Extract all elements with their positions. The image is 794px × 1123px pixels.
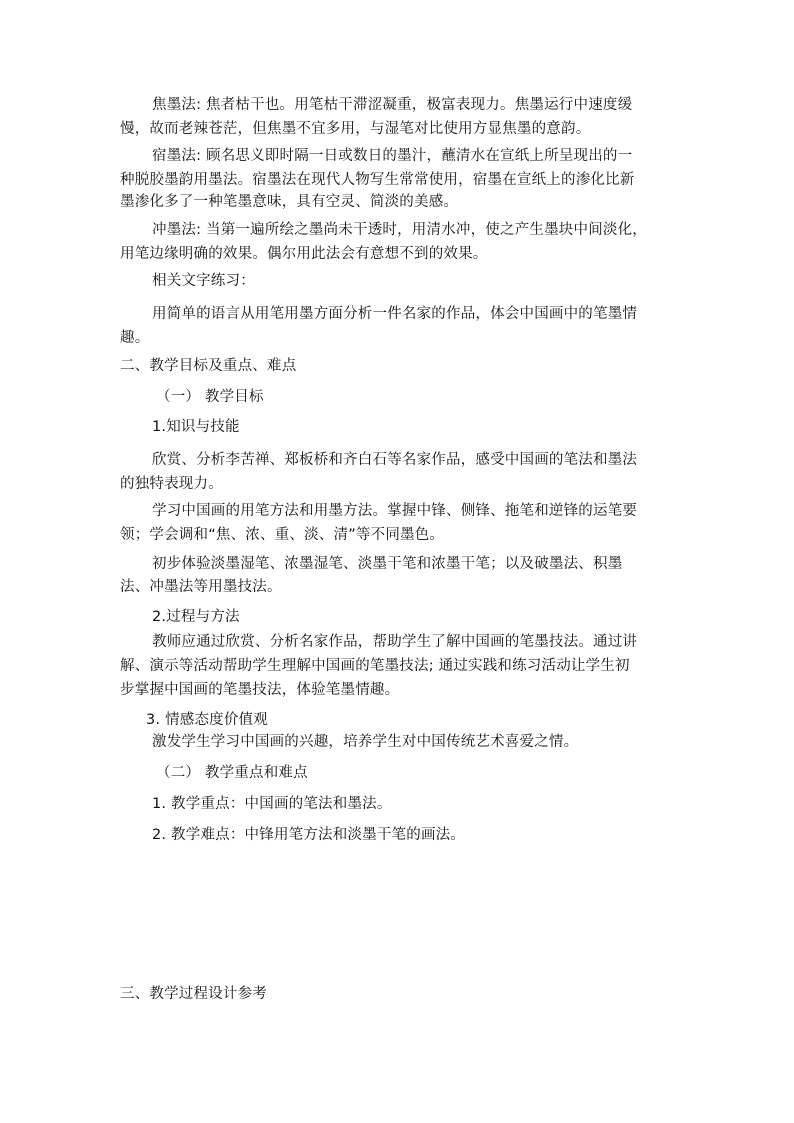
key-point-2: 2. 教学难点：中锋用笔方法和淡墨干笔的画法。 <box>152 827 466 843</box>
item1-title: 1.知识与技能 <box>152 419 240 435</box>
sumo-line-2: 种脱胶墨韵用墨法。宿墨法在现代人物写生常常使用，宿墨在宣纸上的渗化比新 <box>120 172 635 188</box>
item2-p-line-3: 步掌握中国画的笔墨技法，体验笔墨情趣。 <box>120 682 400 698</box>
sumo-line-3: 墨渗化多了一种笔墨意味，具有空灵、简淡的美感。 <box>120 194 459 210</box>
section2-sub1: （一） 教学目标 <box>156 389 264 405</box>
item1-p3-line-2: 法、冲墨法等用墨技法。 <box>120 579 282 595</box>
item3-title: 3. 情感态度价值观 <box>146 712 268 728</box>
item1-p1-line-2: 的独特表现力。 <box>120 476 223 492</box>
key-point-1: 1. 教学重点：中国画的笔法和墨法。 <box>152 796 392 812</box>
section3-title: 三、教学过程设计参考 <box>120 986 267 1002</box>
item1-p3-line-1: 初步体验淡墨湿笔、浓墨湿笔、淡墨干笔和浓墨干笔；以及破墨法、积墨 <box>152 556 623 572</box>
item2-p-line-2: 解、演示等活动帮助学生理解中国画的笔墨技法; 通过实践和练习活动让学生初 <box>120 658 630 674</box>
practice-title: 相关文字练习： <box>152 273 255 289</box>
chongmo-line-2: 用笔边缘明确的效果。偶尔用此法会有意想不到的效果。 <box>120 246 488 262</box>
jiaomo-line-1: 焦墨法: 焦者枯干也。用笔枯干滞涩凝重，极富表现力。焦墨运行中速度缓 <box>152 97 633 113</box>
practice-line-1: 用简单的语言从用笔用墨方面分析一件名家的作品，体会中国画中的笔墨情 <box>152 306 638 322</box>
section2-title: 二、教学目标及重点、难点 <box>120 358 297 374</box>
item2-p-line-1: 教师应通过欣赏、分析名家作品，帮助学生了解中国画的笔墨技法。通过讲 <box>152 634 638 650</box>
jiaomo-line-2: 慢，故而老辣苍茫，但焦墨不宜多用，与湿笔对比使用方显焦墨的意韵。 <box>120 121 591 137</box>
sumo-line-1: 宿墨法: 顾名思义即时隔一日或数日的墨汁，蘸清水在宣纸上所呈现出的一 <box>152 148 633 164</box>
item2-title: 2.过程与方法 <box>152 609 240 625</box>
item1-p1-line-1: 欣赏、分析李苦禅、郑板桥和齐白石等名家作品，感受中国画的笔法和墨法 <box>152 452 638 468</box>
item3-p: 激发学生学习中国画的兴趣，培养学生对中国传统艺术喜爱之情。 <box>152 734 579 750</box>
section2-sub2: （二） 教学重点和难点 <box>156 765 308 781</box>
item1-p2-line-2: 领；学会调和“焦、浓、重、淡、清”等不同墨色。 <box>120 527 445 543</box>
practice-line-2: 趣。 <box>120 330 150 346</box>
chongmo-line-1: 冲墨法: 当第一遍所绘之墨尚未干透时，用清水冲，使之产生墨块中间淡化， <box>152 222 647 238</box>
item1-p2-line-1: 学习中国画的用笔方法和用墨方法。掌握中锋、侧锋、拖笔和逆锋的运笔要 <box>152 503 638 519</box>
